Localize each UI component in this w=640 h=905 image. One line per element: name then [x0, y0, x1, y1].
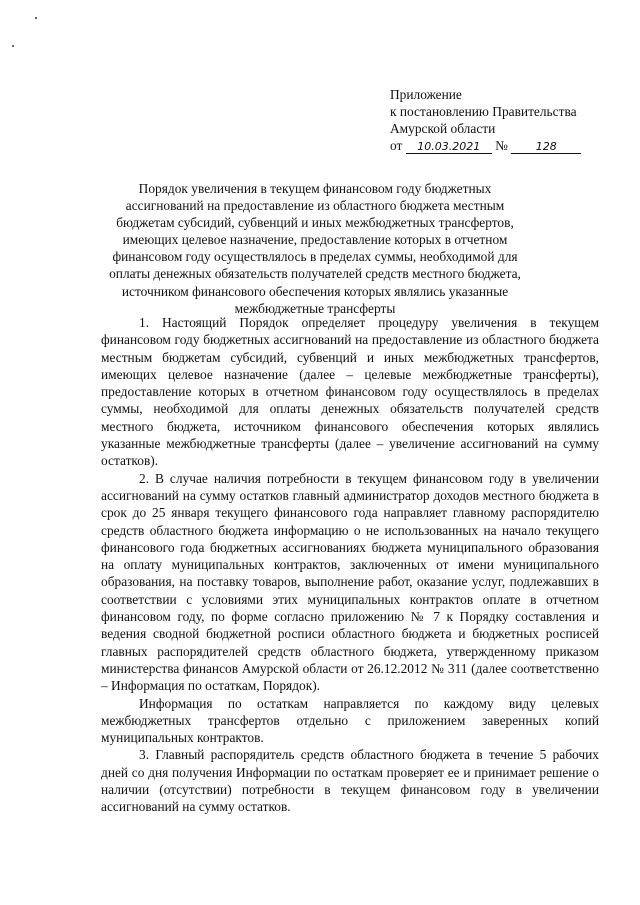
- scan-speck: [35, 17, 37, 19]
- scan-speck: [12, 45, 14, 47]
- appendix-date-line: [390, 137, 630, 154]
- appendix-line-2: к постановлению Правительства: [390, 104, 577, 119]
- number-label: №: [495, 138, 508, 153]
- document-title: Порядок увеличения в текущем финансовом году бюджетных ассигнований на предоставление из областного бюджета местным бюджетам субсидий, субвенций и иных межбюджетных трансфертов, имеющих целевое назначение, предоставление которых в отчетном финансовом году осуществлялось в пределах суммы, необходимой для оплаты денежных обязательств получателей средств местного бюджета, источником финансового обеспечения которых являлись указанные межбюджетные трансферты: [109, 181, 521, 316]
- paragraph-2-continued: Информация по остаткам направляется по каждому виду целевых межбюджетных трансфертов отдельно с приложением заверенных копий муниципальных контрактов.: [101, 695, 599, 746]
- handwritten-number: 128: [511, 140, 581, 154]
- paragraph-2: 2. В случае наличия потребности в текущем финансовом году в увеличении ассигнований на сумму остатков главный администратор доходов местного бюджета в срок до 25 января текущего финансового года направляет главному распорядителю средств областного бюджета информацию о не использованных на начало текущего финансового года бюджетных ассигнованиях бюджета муниципального образования на оплату муниципальных контрактов, заключенных от имени муниципального образования, на поставку товаров, выполнение работ, оказание услуг, подлежавших в соответствии с условиями этих муниципальных контрактов оплате в отчетном финансовом году, по форме согласно приложению № 7 к Порядку составления и ведения сводной бюджетной росписи областного бюджета и бюджетных росписей главных распорядителей средств областного бюджета, утвержденному приказом министерства финансов Амурской области от 26.12.2012 № 311 (далее соответственно – Информация по остаткам, Порядок).: [101, 470, 599, 694]
- appendix-line-3: Амурской области: [390, 121, 496, 136]
- handwritten-date: 10.03.2021: [406, 140, 492, 154]
- appendix-line-1: Приложение: [390, 87, 462, 102]
- paragraph-3: 3. Главный распорядитель средств областного бюджета в течение 5 рабочих дней со дня получения Информации по остаткам проверяет ее и принимает решение о наличии (отсутствии) потребности в текущем финансовом году в увеличении ассигнований на сумму остатков.: [101, 747, 599, 815]
- document-body: [101, 314, 599, 816]
- appendix-block: [390, 86, 630, 154]
- from-label: от: [390, 138, 403, 153]
- paragraph-1: 1. Настоящий Порядок определяет процедуру увеличения в текущем финансовом году бюджетных ассигнований на предоставление из областного бюджета местным бюджетам субсидий, субвенций и иных межбюджетных трансфертов, имеющих целевое назначение (далее – целевые межбюджетные трансферты), предоставление которых в отчетном финансовом году осуществлялось в пределах суммы, необходимой для оплаты денежных обязательств получателей средств местного бюджета, источником финансового обеспечения которых являлись указанные межбюджетные трансферты (далее – увеличение ассигнований на сумму остатков).: [101, 315, 599, 469]
